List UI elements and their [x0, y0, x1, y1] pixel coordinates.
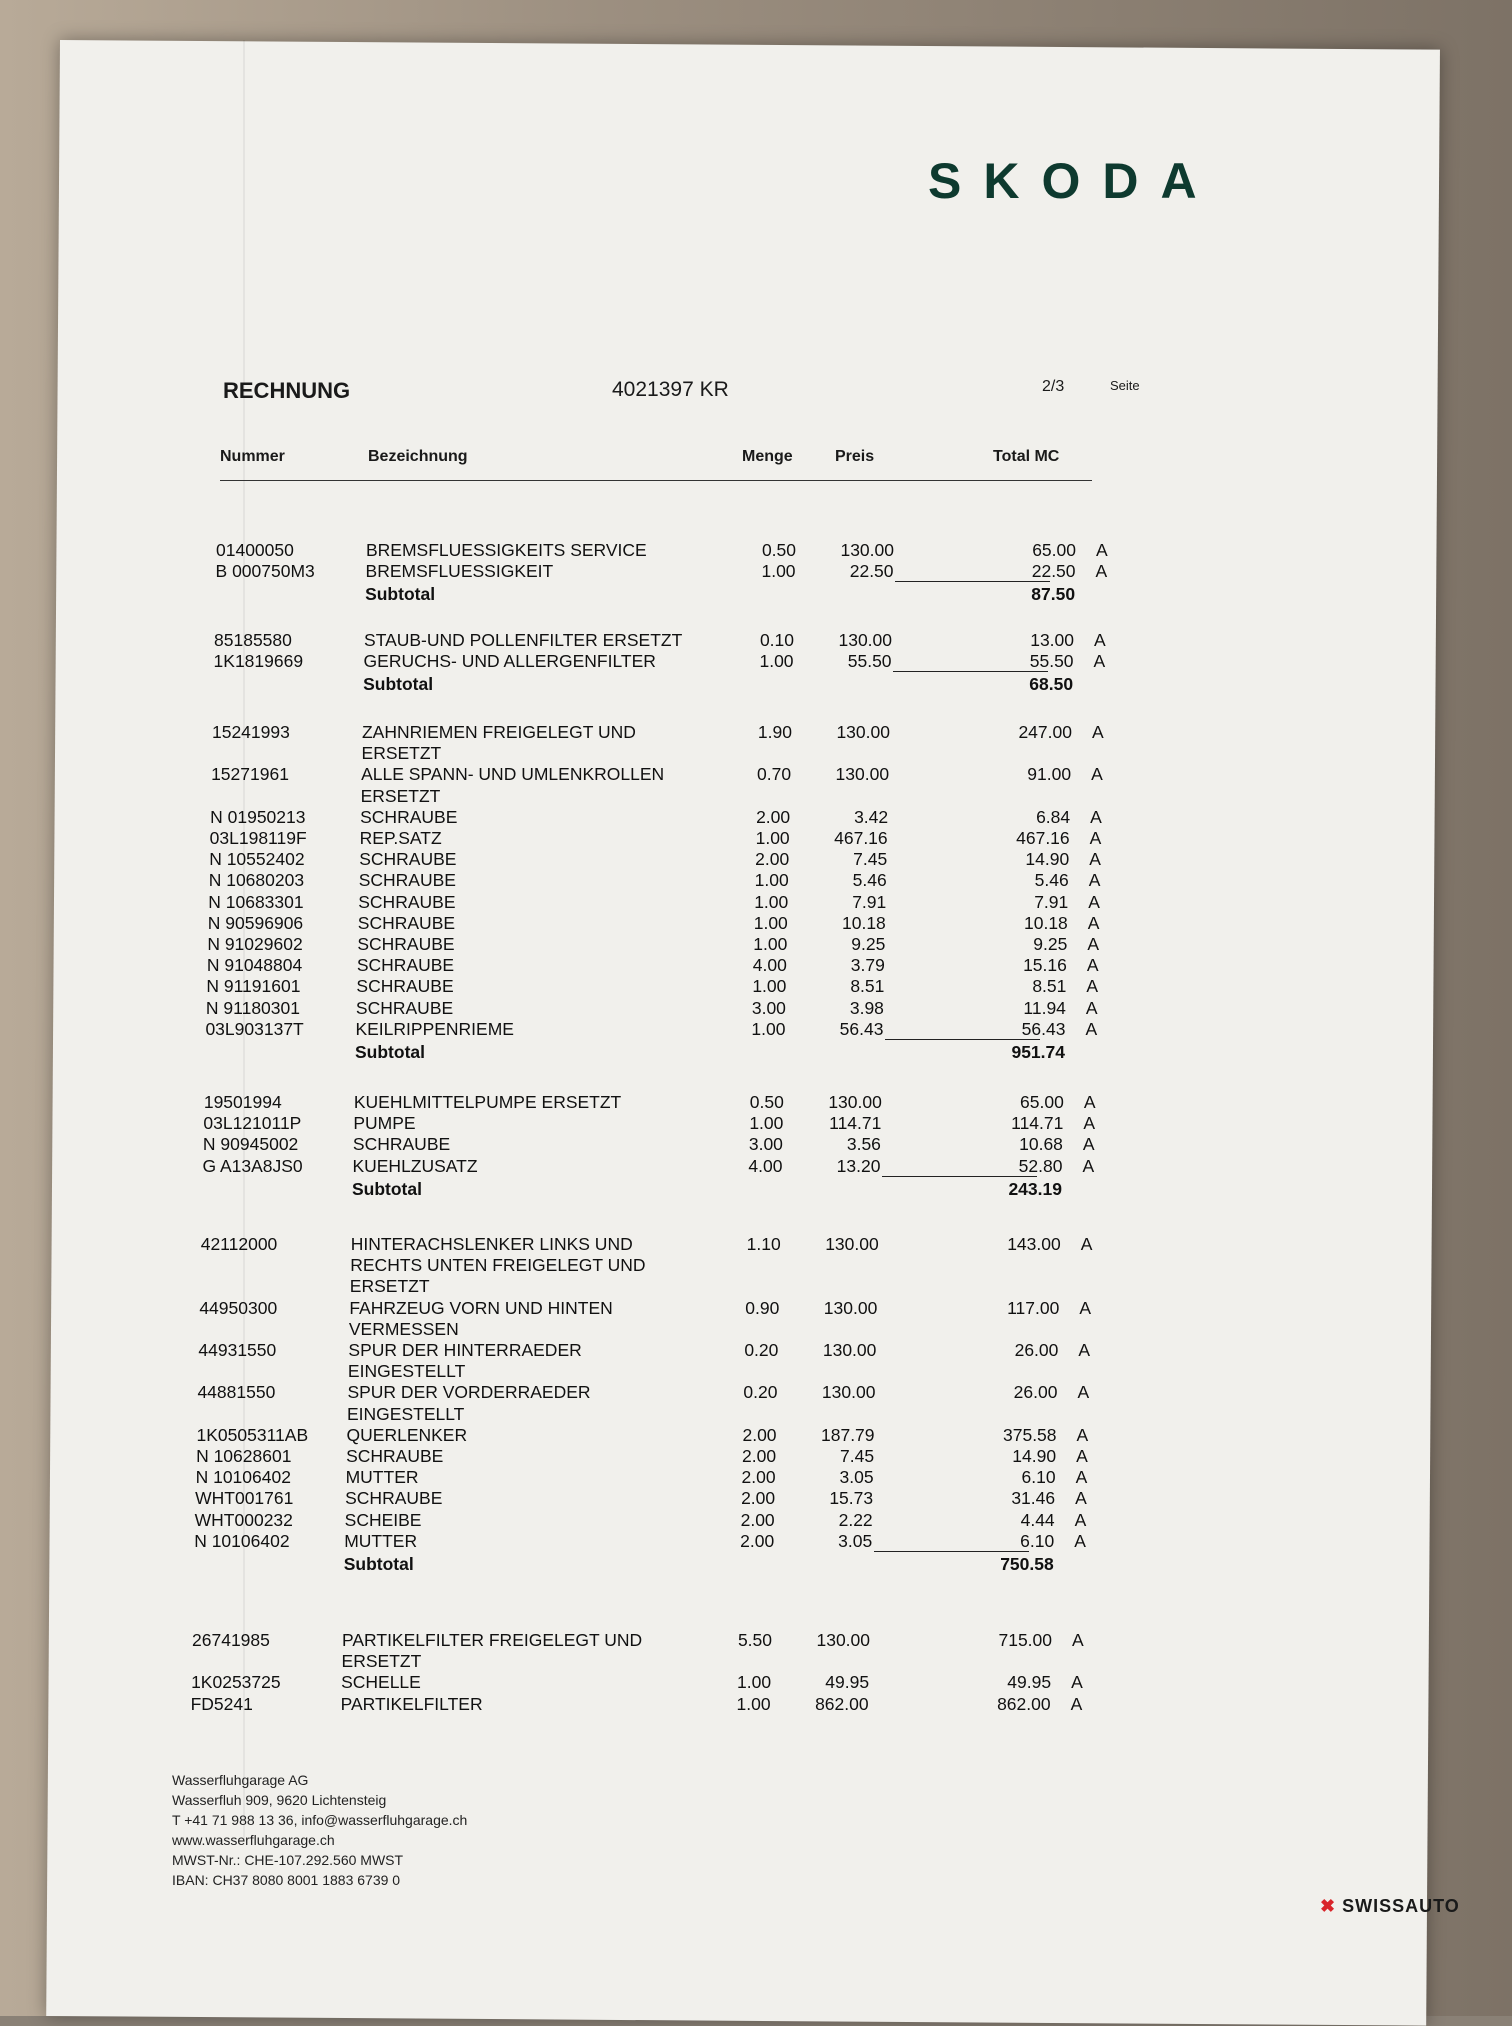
- item-description-continued: ERSETZT: [341, 1651, 422, 1672]
- item-number: N 90596906: [207, 912, 304, 933]
- column-header-total: Total MC: [993, 448, 1060, 465]
- item-quantity: 1.10: [746, 1234, 781, 1254]
- item-description: HINTERACHSLENKER LINKS UND: [350, 1234, 633, 1254]
- item-tax-code: A: [1074, 1530, 1086, 1551]
- item-quantity: 0.90: [745, 1297, 780, 1318]
- item-description-continued: VERMESSEN: [348, 1318, 459, 1339]
- item-tax-code: A: [1089, 828, 1102, 848]
- item-description: KEILRIPPENRIEME: [355, 1018, 514, 1039]
- footer-line: www.wasserfluhgarage.ch: [172, 1832, 335, 1848]
- brand-logo: SKODA: [928, 153, 1219, 209]
- item-number: 44931550: [198, 1340, 277, 1360]
- column-header-bezeichnung: Bezeichnung: [368, 448, 468, 465]
- item-total: 11.94: [1023, 997, 1066, 1018]
- item-description: REP.SATZ: [359, 828, 442, 848]
- item-description: SCHRAUBE: [360, 806, 458, 827]
- item-quantity: 2.00: [740, 1509, 775, 1530]
- item-price: 3.79: [850, 955, 885, 976]
- item-description: ALLE SPANN- UND UMLENKROLLEN: [361, 764, 665, 785]
- item-quantity: 1.00: [753, 912, 788, 933]
- item-quantity: 2.00: [741, 1488, 776, 1509]
- item-total: 6.84: [1036, 806, 1071, 827]
- item-quantity: 3.00: [751, 997, 786, 1018]
- item-total: 14.90: [1012, 1446, 1057, 1466]
- item-description-continued: ERSETZT: [349, 1276, 430, 1297]
- item-number: FD5241: [190, 1693, 253, 1714]
- column-header-nummer: Nummer: [220, 448, 285, 465]
- subtotal-underline: [885, 1039, 1040, 1040]
- item-description: BREMSFLUESSIGKEITS SERVICE: [366, 540, 647, 560]
- item-description: SCHRAUBE: [357, 934, 455, 954]
- item-number: N 10106402: [194, 1530, 290, 1551]
- item-total: 467.16: [1016, 828, 1070, 848]
- item-number: G A13A8JS0: [202, 1155, 303, 1176]
- item-price: 130.00: [822, 1340, 877, 1360]
- item-price: 130.00: [835, 764, 890, 785]
- item-quantity: 2.00: [742, 1424, 777, 1445]
- item-description: SCHRAUBE: [356, 976, 454, 997]
- company-footer: [172, 1770, 467, 1890]
- item-tax-code: A: [1079, 1297, 1092, 1318]
- header-divider: [220, 480, 1092, 481]
- subtotal-label: Subtotal: [355, 1042, 425, 1062]
- item-number: 15241993: [211, 722, 290, 742]
- item-total: 9.25: [1033, 934, 1068, 954]
- subtotal-underline: [895, 581, 1050, 582]
- item-description: SCHRAUBE: [359, 849, 457, 870]
- item-description-continued: ERSETZT: [361, 743, 442, 764]
- item-number: 26741985: [192, 1630, 270, 1650]
- item-total: 375.58: [1003, 1424, 1057, 1445]
- item-number: 44950300: [199, 1297, 278, 1318]
- item-description: SPUR DER VORDERRAEDER: [347, 1382, 591, 1403]
- subtotal-label: Subtotal: [363, 674, 434, 695]
- item-price: 55.50: [847, 651, 892, 672]
- item-price: 114.71: [829, 1113, 882, 1134]
- item-quantity: 3.00: [748, 1134, 783, 1155]
- item-number: N 10628601: [196, 1446, 292, 1466]
- item-price: 130.00: [821, 1382, 876, 1403]
- invoice-number: 4021397 KR: [612, 378, 729, 401]
- item-quantity: 5.50: [737, 1630, 773, 1650]
- item-price: 3.42: [854, 806, 889, 827]
- item-tax-code: A: [1076, 1446, 1088, 1466]
- item-number: N 90945002: [202, 1134, 299, 1155]
- subtotal-value: 951.74: [1011, 1042, 1065, 1062]
- item-price: 3.05: [839, 1467, 874, 1488]
- item-quantity: 1.00: [754, 870, 789, 891]
- item-description: SCHRAUBE: [352, 1134, 451, 1155]
- item-price: 3.05: [838, 1530, 873, 1551]
- subtotal-value: 68.50: [1029, 674, 1074, 695]
- item-description: SCHRAUBE: [356, 955, 455, 976]
- item-price: 7.45: [840, 1446, 875, 1466]
- item-price: 130.00: [823, 1297, 878, 1318]
- subtotal-underline: [882, 1176, 1037, 1177]
- item-tax-code: A: [1071, 1672, 1083, 1693]
- item-total: 14.90: [1025, 849, 1070, 870]
- item-description: SPUR DER HINTERRAEDER: [348, 1340, 582, 1360]
- item-tax-code: A: [1082, 1134, 1095, 1155]
- item-quantity: 1.00: [761, 561, 796, 582]
- item-number: B 000750M3: [215, 561, 315, 582]
- item-quantity: 1.00: [736, 1693, 771, 1714]
- item-description: QUERLENKER: [346, 1424, 468, 1445]
- item-description: SCHRAUBE: [358, 870, 456, 891]
- item-number: N 10106402: [195, 1467, 291, 1488]
- item-price: 130.00: [838, 630, 893, 650]
- item-tax-code: A: [1090, 806, 1102, 827]
- footer-line: IBAN: CH37 8080 8001 1883 6739 0: [172, 1872, 401, 1888]
- footer-line: Wasserfluhgarage AG: [172, 1772, 309, 1788]
- item-number: 19501994: [203, 1092, 282, 1112]
- item-quantity: 1.00: [737, 1672, 772, 1693]
- item-total: 8.51: [1032, 976, 1067, 997]
- item-tax-code: A: [1088, 891, 1100, 912]
- item-total: 5.46: [1034, 870, 1069, 891]
- item-number: N 10680203: [208, 870, 305, 891]
- item-price: 130.00: [825, 1234, 879, 1254]
- item-total: 49.95: [1007, 1672, 1052, 1693]
- item-quantity: 1.90: [757, 722, 792, 742]
- item-description-continued: RECHTS UNTEN FREIGELEGT UND: [350, 1255, 646, 1276]
- item-price: 15.73: [829, 1488, 874, 1509]
- column-header-preis: Preis: [835, 448, 875, 465]
- item-description: MUTTER: [344, 1530, 418, 1551]
- item-total: 13.00: [1030, 630, 1075, 650]
- footer-line: T +41 71 988 13 36, info@wasserfluhgarage.ch: [172, 1812, 468, 1828]
- item-price: 187.79: [821, 1424, 875, 1445]
- item-price: 130.00: [816, 1630, 871, 1650]
- item-price: 467.16: [834, 828, 888, 848]
- item-quantity: 2.00: [756, 806, 791, 827]
- item-price: 7.91: [852, 891, 887, 912]
- item-total: 56.43: [1021, 1018, 1066, 1039]
- item-number: N 10683301: [208, 891, 304, 912]
- item-price: 5.46: [852, 870, 887, 891]
- subtotal-value: 750.58: [1000, 1554, 1054, 1574]
- item-quantity: 0.50: [749, 1092, 784, 1112]
- item-total: 6.10: [1021, 1467, 1056, 1488]
- item-total: 143.00: [1007, 1234, 1061, 1254]
- item-description: SCHRAUBE: [355, 997, 454, 1018]
- item-total: 10.68: [1019, 1134, 1063, 1155]
- item-price: 130.00: [836, 722, 890, 742]
- item-price: 7.45: [853, 849, 888, 870]
- item-tax-code: A: [1093, 651, 1106, 672]
- footer-line: Wasserfluh 909, 9620 Lichtensteig: [172, 1792, 387, 1808]
- item-description: STAUB-UND POLLENFILTER ERSETZT: [364, 630, 683, 650]
- item-description: ZAHNRIEMEN FREIGELEGT UND: [361, 722, 636, 742]
- item-quantity: 1.00: [754, 891, 789, 912]
- item-quantity: 1.00: [755, 828, 790, 848]
- item-number: N 91048804: [206, 955, 303, 976]
- item-price: 130.00: [828, 1092, 882, 1112]
- item-tax-code: A: [1089, 849, 1101, 870]
- item-tax-code: A: [1086, 976, 1099, 997]
- item-tax-code: A: [1096, 540, 1108, 560]
- subtotal-label: Subtotal: [351, 1178, 422, 1199]
- item-description: MUTTER: [345, 1467, 419, 1488]
- item-price: 2.22: [838, 1509, 873, 1530]
- item-number: N 91029602: [207, 934, 303, 954]
- item-number: 44881550: [197, 1382, 276, 1403]
- item-total: 247.00: [1018, 722, 1072, 742]
- watermark: [1320, 1896, 1460, 1917]
- item-quantity: 0.20: [744, 1340, 779, 1360]
- item-quantity: 2.00: [740, 1530, 775, 1551]
- item-number: N 91191601: [206, 976, 301, 997]
- item-total: 6.10: [1020, 1530, 1055, 1551]
- item-quantity: 0.50: [761, 540, 796, 560]
- item-number: 1K0505311AB: [196, 1424, 309, 1445]
- swissauto-icon: ✖: [1320, 1896, 1337, 1916]
- item-tax-code: A: [1091, 764, 1103, 785]
- item-description: KUEHLZUSATZ: [352, 1155, 478, 1176]
- item-description-continued: ERSETZT: [360, 785, 441, 806]
- subtotal-label: Subtotal: [365, 584, 436, 605]
- subtotal-underline: [893, 671, 1048, 672]
- item-total: 65.00: [1020, 1092, 1064, 1112]
- item-number: 15271961: [211, 764, 289, 785]
- item-tax-code: A: [1072, 1630, 1084, 1650]
- item-price: 56.43: [839, 1018, 884, 1039]
- item-tax-code: A: [1070, 1693, 1083, 1714]
- item-description: SCHEIBE: [344, 1509, 422, 1530]
- item-description: FAHRZEUG VORN UND HINTEN: [349, 1297, 613, 1318]
- item-total: 862.00: [997, 1693, 1051, 1714]
- item-tax-code: A: [1091, 722, 1104, 742]
- item-description: PUMPE: [353, 1113, 416, 1134]
- item-quantity: 2.00: [741, 1467, 776, 1488]
- item-tax-code: A: [1095, 561, 1108, 582]
- item-tax-code: A: [1085, 997, 1098, 1018]
- item-price: 3.98: [849, 997, 884, 1018]
- item-number: 03L121011P: [203, 1113, 302, 1134]
- page-label: Seite: [1110, 378, 1140, 393]
- item-description: PARTIKELFILTER FREIGELEGT UND: [342, 1630, 643, 1650]
- page-number: 2/3: [1042, 378, 1065, 395]
- item-tax-code: A: [1075, 1467, 1088, 1488]
- item-total: 26.00: [1013, 1382, 1058, 1403]
- item-tax-code: A: [1075, 1488, 1087, 1509]
- item-tax-code: A: [1074, 1509, 1087, 1530]
- item-description-continued: EINGESTELLT: [347, 1361, 466, 1382]
- item-number: 01400050: [216, 540, 294, 560]
- item-tax-code: A: [1087, 934, 1100, 954]
- item-quantity: 2.00: [755, 849, 790, 870]
- footer-line: MWST-Nr.: CHE-107.292.560 MWST: [172, 1852, 404, 1868]
- item-total: 91.00: [1027, 764, 1072, 785]
- item-total: 22.50: [1031, 561, 1076, 582]
- item-tax-code: A: [1083, 1113, 1096, 1134]
- item-total: 52.80: [1018, 1155, 1063, 1176]
- item-description: GERUCHS- UND ALLERGENFILTER: [363, 651, 656, 672]
- item-description: SCHRAUBE: [358, 891, 456, 912]
- item-number: 42112000: [200, 1234, 278, 1254]
- item-quantity: 4.00: [748, 1155, 783, 1176]
- item-total: 114.71: [1011, 1113, 1064, 1134]
- item-total: 715.00: [998, 1630, 1053, 1650]
- item-price: 49.95: [825, 1672, 870, 1693]
- item-total: 10.18: [1024, 912, 1068, 933]
- item-total: 55.50: [1029, 651, 1074, 672]
- item-tax-code: A: [1086, 955, 1099, 976]
- item-number: 85185580: [214, 630, 292, 650]
- subtotal-value: 243.19: [1008, 1178, 1062, 1199]
- item-quantity: 0.10: [759, 630, 795, 650]
- item-total: 15.16: [1023, 955, 1067, 976]
- item-number: WHT001761: [195, 1488, 294, 1509]
- item-quantity: 1.00: [749, 1113, 784, 1134]
- item-total: 117.00: [1007, 1297, 1060, 1318]
- item-tax-code: A: [1076, 1424, 1089, 1445]
- item-number: N 91180301: [205, 997, 300, 1018]
- column-header-menge: Menge: [742, 448, 793, 465]
- item-description: SCHELLE: [341, 1672, 421, 1693]
- item-quantity: 1.00: [751, 1018, 786, 1039]
- item-tax-code: A: [1078, 1340, 1091, 1360]
- subtotal-value: 87.50: [1031, 584, 1076, 605]
- item-total: 4.44: [1020, 1509, 1055, 1530]
- item-total: 7.91: [1034, 891, 1069, 912]
- item-tax-code: A: [1088, 870, 1101, 891]
- item-price: 862.00: [815, 1693, 869, 1714]
- item-price: 13.20: [836, 1155, 881, 1176]
- item-number: 1K0253725: [191, 1672, 281, 1693]
- item-quantity: 0.70: [757, 764, 792, 785]
- watermark-text: SWISSAUTO: [1342, 1896, 1460, 1916]
- item-quantity: 1.00: [753, 934, 788, 954]
- subtotal-label: Subtotal: [343, 1554, 414, 1574]
- item-price: 3.56: [846, 1134, 881, 1155]
- item-description: SCHRAUBE: [357, 912, 456, 933]
- item-tax-code: A: [1085, 1018, 1098, 1039]
- item-tax-code: A: [1087, 912, 1100, 933]
- item-number: N 01950213: [210, 806, 306, 827]
- item-description: SCHRAUBE: [346, 1446, 444, 1466]
- item-tax-code: A: [1077, 1382, 1090, 1403]
- item-number: WHT000232: [194, 1509, 293, 1530]
- item-description: BREMSFLUESSIGKEIT: [365, 561, 554, 582]
- item-number: 03L903137T: [205, 1018, 304, 1039]
- item-number: N 10552402: [209, 849, 305, 870]
- item-price: 9.25: [851, 934, 886, 954]
- item-description-continued: EINGESTELLT: [347, 1403, 465, 1424]
- item-number: 03L198119F: [209, 828, 307, 848]
- item-description: KUEHLMITTELPUMPE ERSETZT: [353, 1092, 622, 1112]
- document-title: RECHNUNG: [223, 378, 351, 403]
- item-tax-code: A: [1094, 630, 1106, 650]
- item-tax-code: A: [1083, 1092, 1096, 1112]
- item-total: 26.00: [1014, 1340, 1059, 1360]
- subtotal-underline: [874, 1551, 1029, 1552]
- item-description: PARTIKELFILTER: [340, 1693, 483, 1714]
- item-total: 31.46: [1011, 1488, 1056, 1509]
- item-description: SCHRAUBE: [345, 1488, 443, 1509]
- item-price: 8.51: [850, 976, 885, 997]
- item-quantity: 0.20: [743, 1382, 778, 1403]
- item-price: 22.50: [849, 561, 894, 582]
- item-tax-code: A: [1080, 1234, 1093, 1254]
- item-price: 130.00: [840, 540, 894, 560]
- item-quantity: 2.00: [742, 1446, 777, 1466]
- item-quantity: 1.00: [752, 976, 787, 997]
- item-quantity: 4.00: [752, 955, 787, 976]
- item-number: 1K1819669: [213, 651, 304, 672]
- item-quantity: 1.00: [759, 651, 794, 672]
- item-tax-code: A: [1082, 1155, 1095, 1176]
- item-total: 65.00: [1032, 540, 1076, 560]
- item-price: 10.18: [842, 912, 886, 933]
